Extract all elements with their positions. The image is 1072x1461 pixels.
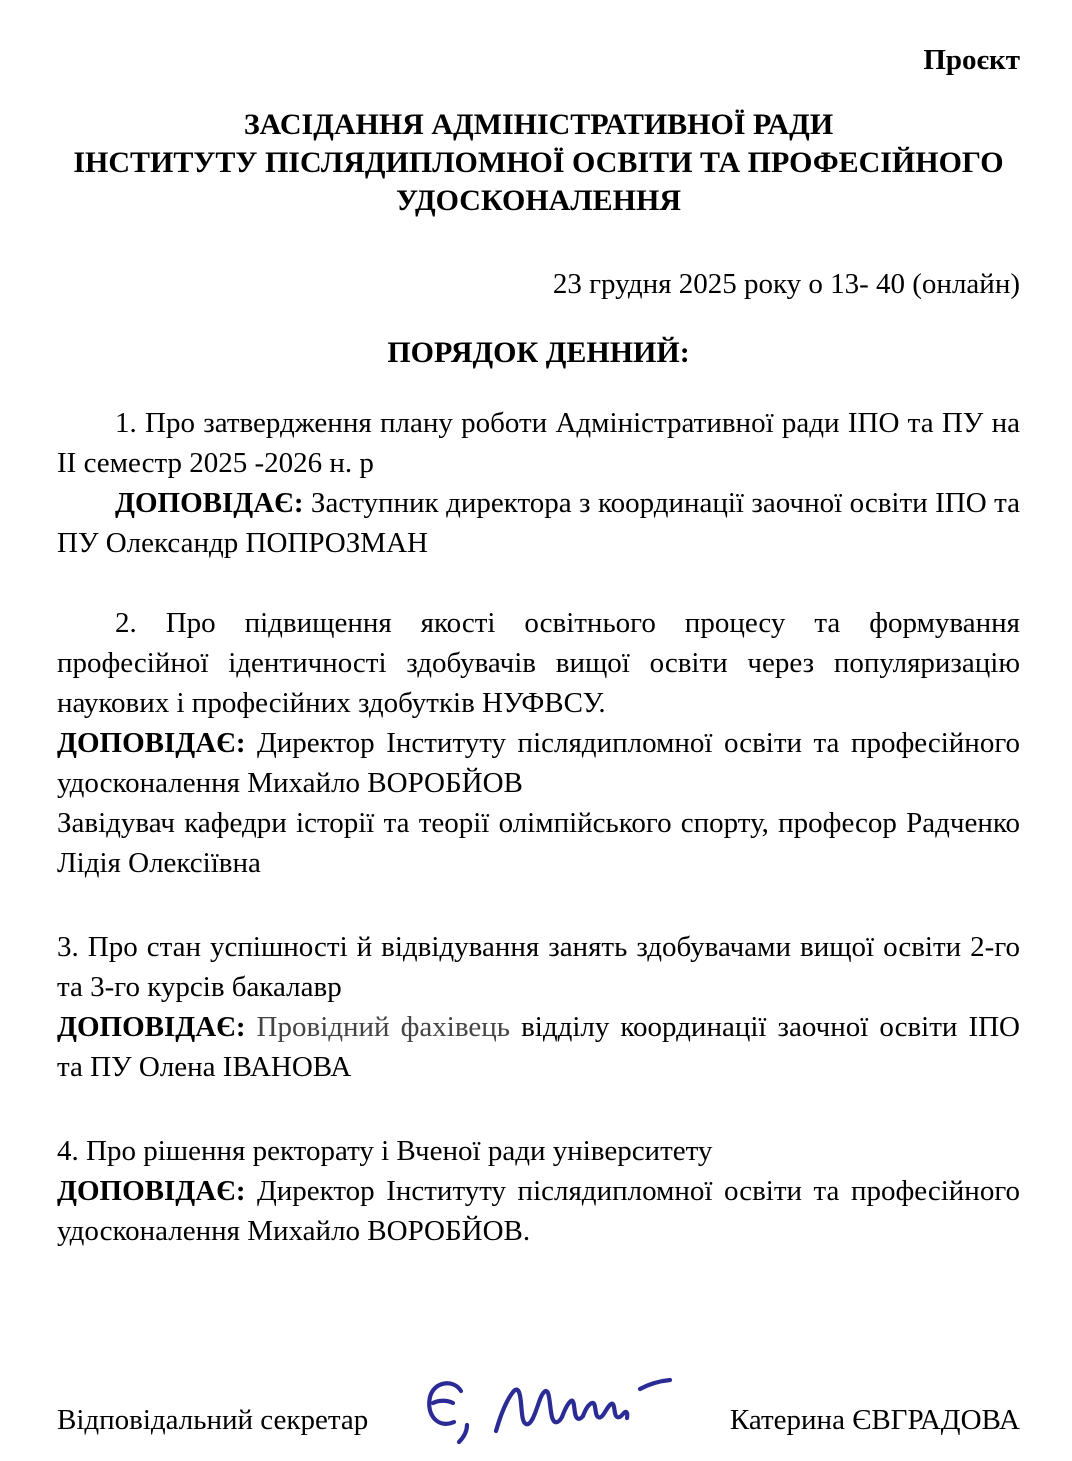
- agenda-item-1-speaker: [57, 483, 1020, 563]
- speaker-label: ДОПОВІДАЄ:: [57, 1011, 246, 1043]
- secretary-role-label: Відповідальний секретар: [57, 1404, 369, 1436]
- signature-ink-icon: [404, 1365, 694, 1461]
- handwritten-signature: [404, 1365, 694, 1461]
- agenda-item-1-title: 1. Про затвердження плану роботи Адміністративної ради ІПО та ПУ на ІІ семестр 2025 -2026 н. р: [57, 407, 1020, 479]
- doc-title-line-1: ЗАСІДАННЯ АДМІНІСТРАТИВНОЇ РАДИ: [243, 108, 834, 141]
- agenda-item-3-title: 3. Про стан успішності й відвідування занять здобувачами вищої освіти 2-го та 3-го курсів бакалавр: [57, 931, 1020, 1003]
- doc-status-label: Проєкт: [923, 44, 1020, 76]
- agenda-item-2-speaker: [57, 723, 1020, 803]
- speaker-text: Директор Інституту післядипломної освіти та професійного удосконалення Михайло ВОРОБЙОВ.: [57, 1175, 1020, 1247]
- agenda-heading: ПОРЯДОК ДЕННИЙ:: [387, 336, 690, 369]
- speaker-label: ДОПОВІДАЄ:: [57, 727, 246, 759]
- agenda-item-2-speaker-extra: Завідувач кафедри історії та теорії олімпійського спорту, професор Радченко Лідія Олексіївна: [57, 807, 1020, 879]
- doc-title-line-2: ІНСТИТУТУ ПІСЛЯДИПЛОМНОЇ ОСВІТИ ТА ПРОФЕСІЙНОГО: [73, 146, 1004, 179]
- speaker-text-muted: Провідний фахівець: [245, 1011, 510, 1043]
- doc-title-line-3: УДОСКОНАЛЕННЯ: [395, 184, 682, 217]
- meeting-datetime: 23 грудня 2025 року о 13- 40 (онлайн): [552, 268, 1020, 300]
- speaker-label: ДОПОВІДАЄ:: [57, 1175, 246, 1207]
- signature-block: [57, 1379, 1020, 1461]
- agenda-item-3-speaker: [57, 1007, 1020, 1087]
- speaker-text: відділу координації заочної освіти ІПО та ПУ Олена ІВАНОВА: [57, 1011, 1020, 1083]
- agenda-item-2-title: 2. Про підвищення якості освітнього процесу та формування професійної ідентичності здобувачів вищої освіти через популяризацію наукових і професійних здобутків НУФВСУ.: [57, 607, 1020, 719]
- speaker-text: Заступник директора з координації заочної освіти ІПО та ПУ Олександр ПОПРОЗМАН: [57, 487, 1020, 559]
- agenda-item-4-speaker: [57, 1171, 1020, 1251]
- doc-title: [57, 106, 1020, 220]
- secretary-name: Катерина ЄВГРАДОВА: [729, 1404, 1020, 1436]
- speaker-label: ДОПОВІДАЄ:: [115, 487, 304, 519]
- speaker-text: Директор Інституту післядипломної освіти та професійного удосконалення Михайло ВОРОБЙОВ: [57, 727, 1020, 799]
- agenda-item-4-title: 4. Про рішення ректорату і Вченої ради університету: [57, 1135, 713, 1167]
